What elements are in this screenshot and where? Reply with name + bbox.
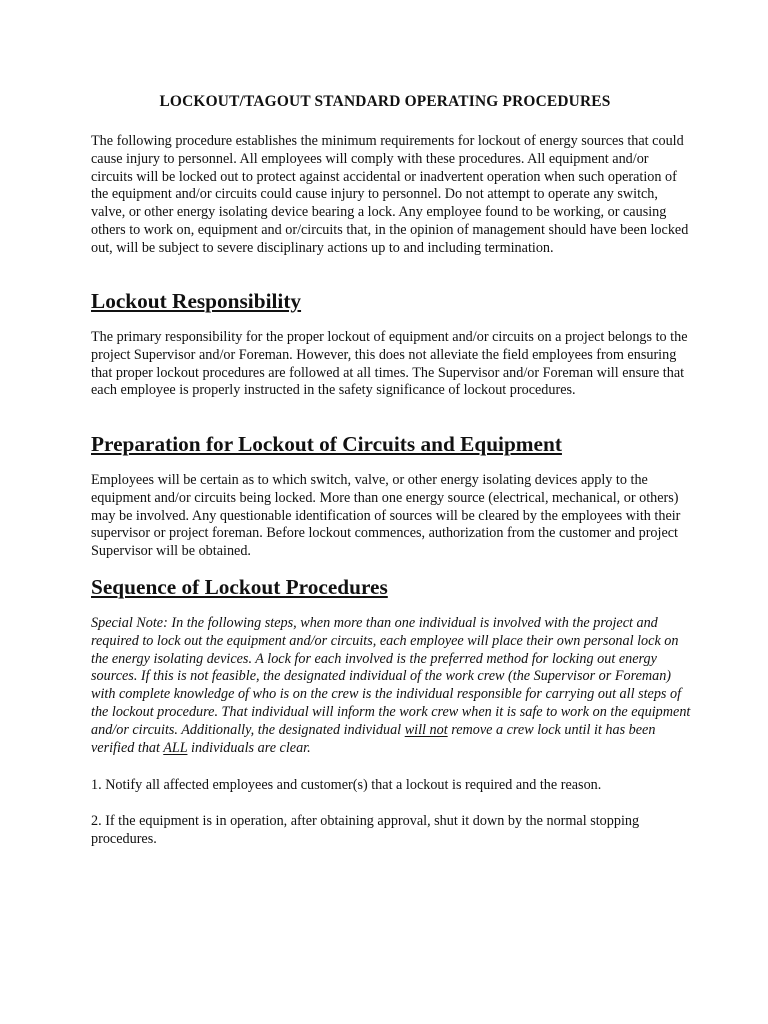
document-title: LOCKOUT/TAGOUT STANDARD OPERATING PROCEDURES bbox=[159, 93, 611, 110]
section-body-preparation: Employees will be certain as to which switch, valve, or other energy isolating devices apply to the equipment and/or circuits being locked. More than one energy source (electrical, mechanical, or others) may be involved. Any questionable identification of sources will be cleared by the employees with their supervisor or project foreman. Before lockout commences, authorization from the customer and project Supervisor will be obtained. bbox=[91, 472, 681, 560]
intro-paragraph: The following procedure establishes the minimum requirements for lockout of energy sources that could cause injury to personnel. All employees will comply with these procedures. All equipment and/or circuits will be locked out to protect against accidental or inadvertent operation when such operation of the equipment and/or circuits could cause injury to personnel. Do not attempt to operate any switch, valve, or other energy isolating device bearing a lock. Any employee found to be working, or causing others to work on, equipment and or/circuits that, in the opinion of management should have been locked out, will be subject to severe disciplinary actions up to and including termination. bbox=[91, 133, 689, 256]
section-heading-lockout-responsibility: Lockout Responsibility bbox=[91, 289, 302, 313]
special-note-paragraph bbox=[91, 615, 691, 757]
special-note-text-1: Special Note: In the following steps, when more than one individual is involved with the project and required to lock out the equipment and/or circuits, each employee will place their own personal lock on the energy isolating devices. A lock for each involved is the preferred method for locking out energy sources. If this is not feasible, the designated individual of the work crew (the Supervisor or Foreman) with complete knowledge of who is on the crew is the individual responsible for carrying out all steps of the lockout procedure. That individual will inform the work crew when it is safe to work on the equipment and/or circuits. Additionally, the designated individual bbox=[91, 615, 691, 738]
special-note-emphasis-all: ALL bbox=[163, 739, 188, 756]
special-note-text-3: individuals are clear. bbox=[187, 739, 311, 756]
step-item: 2. If the equipment is in operation, after obtaining approval, shut it down by the normal stopping procedures. bbox=[91, 813, 640, 847]
section-body-lockout-responsibility: The primary responsibility for the proper lockout of equipment and/or circuits on a project belongs to the project Supervisor and/or Foreman. However, this does not alleviate the field employees from ensuring that proper lockout procedures are followed at all times. The Supervisor and/or Foreman will ensure that each employee is properly instructed in the safety significance of lockout procedures. bbox=[91, 329, 688, 399]
step-item: 1. Notify all affected employees and customer(s) that a lockout is required and the reason. bbox=[91, 777, 602, 793]
section-heading-preparation: Preparation for Lockout of Circuits and Equipment bbox=[91, 432, 562, 456]
special-note-emphasis-will-not: will not bbox=[404, 721, 448, 738]
section-heading-sequence: Sequence of Lockout Procedures bbox=[91, 575, 388, 599]
special-note-text-2: remove a crew lock until it has been verified that bbox=[91, 721, 656, 756]
